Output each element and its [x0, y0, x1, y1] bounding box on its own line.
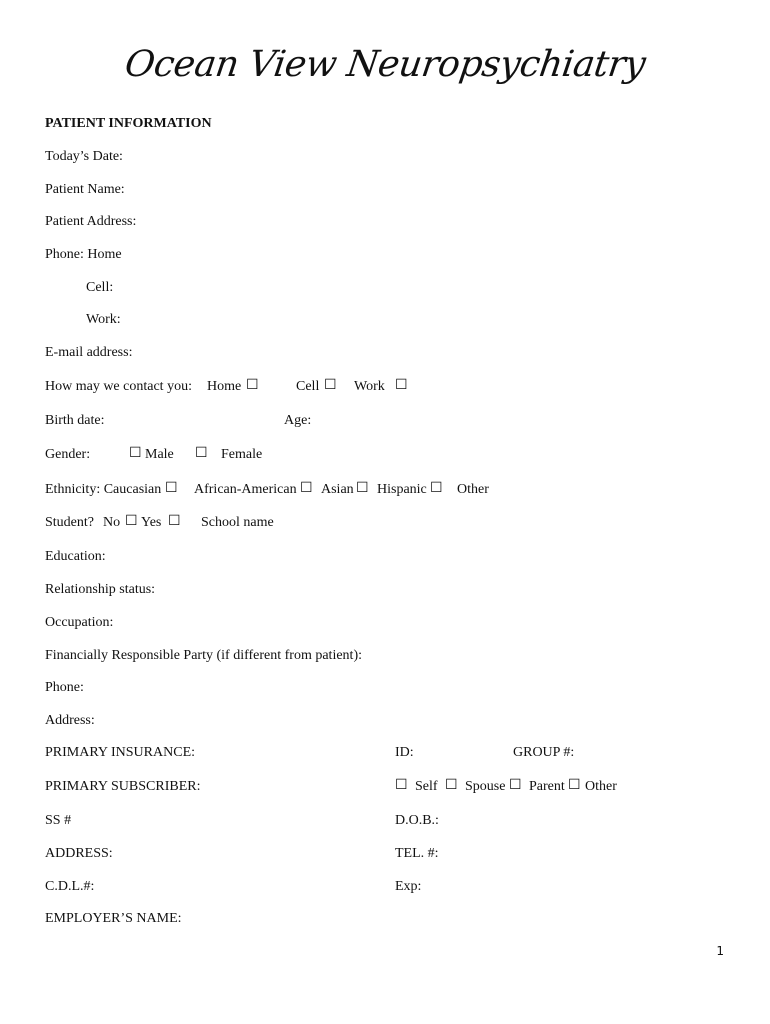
- student-yes-checkbox[interactable]: ☐: [168, 514, 181, 529]
- asian-label: Asian: [321, 482, 354, 497]
- spouse-label: Spouse: [465, 779, 506, 794]
- birth-date-label: Birth date:: [45, 413, 105, 428]
- page-number: 1: [716, 944, 724, 958]
- parent-checkbox[interactable]: ☐: [509, 778, 522, 793]
- patient-name-label: Patient Name:: [45, 182, 125, 197]
- education-label: Education:: [45, 549, 106, 564]
- student-yes-label: Yes: [141, 515, 162, 530]
- student-no-label: No: [103, 515, 121, 530]
- financial-address-label: Address:: [45, 713, 95, 728]
- subscriber-other-label: Other: [585, 779, 617, 794]
- self-label: Self: [415, 779, 438, 794]
- work-label: Work:: [86, 312, 121, 327]
- school-name-label: School name: [201, 515, 274, 530]
- parent-label: Parent: [529, 779, 565, 794]
- age-label: Age:: [284, 413, 312, 428]
- student-label: Student?: [45, 515, 94, 530]
- employer-name-label: EMPLOYER’S NAME:: [45, 911, 182, 926]
- tel-label: TEL. #:: [395, 846, 439, 861]
- subscriber-other-checkbox[interactable]: ☐: [568, 778, 581, 793]
- cdl-label: C.D.L.#:: [45, 879, 95, 894]
- student-no-checkbox[interactable]: ☐: [125, 514, 138, 529]
- dob-label: D.O.B.:: [395, 813, 439, 828]
- other-ethnicity-label: Other: [457, 482, 489, 497]
- gender-label: Gender:: [45, 447, 91, 462]
- contact-home-label: Home: [207, 379, 242, 394]
- ss-label: SS #: [45, 813, 72, 828]
- african-american-label: African-American: [194, 482, 297, 497]
- contact-cell-checkbox[interactable]: ☐: [324, 378, 337, 393]
- female-label: Female: [221, 447, 263, 462]
- financial-phone-label: Phone:: [45, 680, 84, 695]
- exp-label: Exp:: [395, 879, 422, 894]
- phone-home-label: Phone: Home: [45, 247, 122, 262]
- female-checkbox[interactable]: ☐: [195, 446, 208, 461]
- insurance-id-label: ID:: [395, 745, 414, 760]
- financial-party-label: Financially Responsible Party (if different from patient):: [45, 648, 362, 663]
- subscriber-address-label: ADDRESS:: [45, 846, 113, 861]
- self-checkbox[interactable]: ☐: [395, 778, 408, 793]
- hispanic-label: Hispanic: [377, 482, 427, 497]
- contact-work-checkbox[interactable]: ☐: [395, 378, 408, 393]
- contact-home-checkbox[interactable]: ☐: [246, 378, 259, 393]
- primary-subscriber-label: PRIMARY SUBSCRIBER:: [45, 779, 201, 794]
- male-label: Male: [145, 447, 174, 462]
- contact-cell-label: Cell: [296, 379, 320, 394]
- african-american-checkbox[interactable]: ☐: [300, 481, 313, 496]
- todays-date-label: Today’s Date:: [45, 149, 123, 164]
- email-label: E-mail address:: [45, 345, 133, 360]
- patient-address-label: Patient Address:: [45, 214, 137, 229]
- asian-checkbox[interactable]: ☐: [356, 481, 369, 496]
- section-heading: PATIENT INFORMATION: [45, 116, 212, 131]
- cell-label: Cell:: [86, 280, 114, 295]
- ethnicity-caucasian-label: Ethnicity: Caucasian: [45, 482, 162, 497]
- occupation-label: Occupation:: [45, 615, 114, 630]
- contact-work-label: Work: [354, 379, 385, 394]
- relationship-label: Relationship status:: [45, 582, 156, 597]
- caucasian-checkbox[interactable]: ☐: [165, 481, 178, 496]
- practice-title: Ocean View Neuropsychiatry: [122, 44, 648, 85]
- contact-prompt-label: How may we contact you:: [45, 379, 192, 394]
- hispanic-checkbox[interactable]: ☐: [430, 481, 443, 496]
- group-number-label: GROUP #:: [513, 745, 575, 760]
- primary-insurance-label: PRIMARY INSURANCE:: [45, 745, 196, 760]
- spouse-checkbox[interactable]: ☐: [445, 778, 458, 793]
- male-checkbox[interactable]: ☐: [129, 446, 142, 461]
